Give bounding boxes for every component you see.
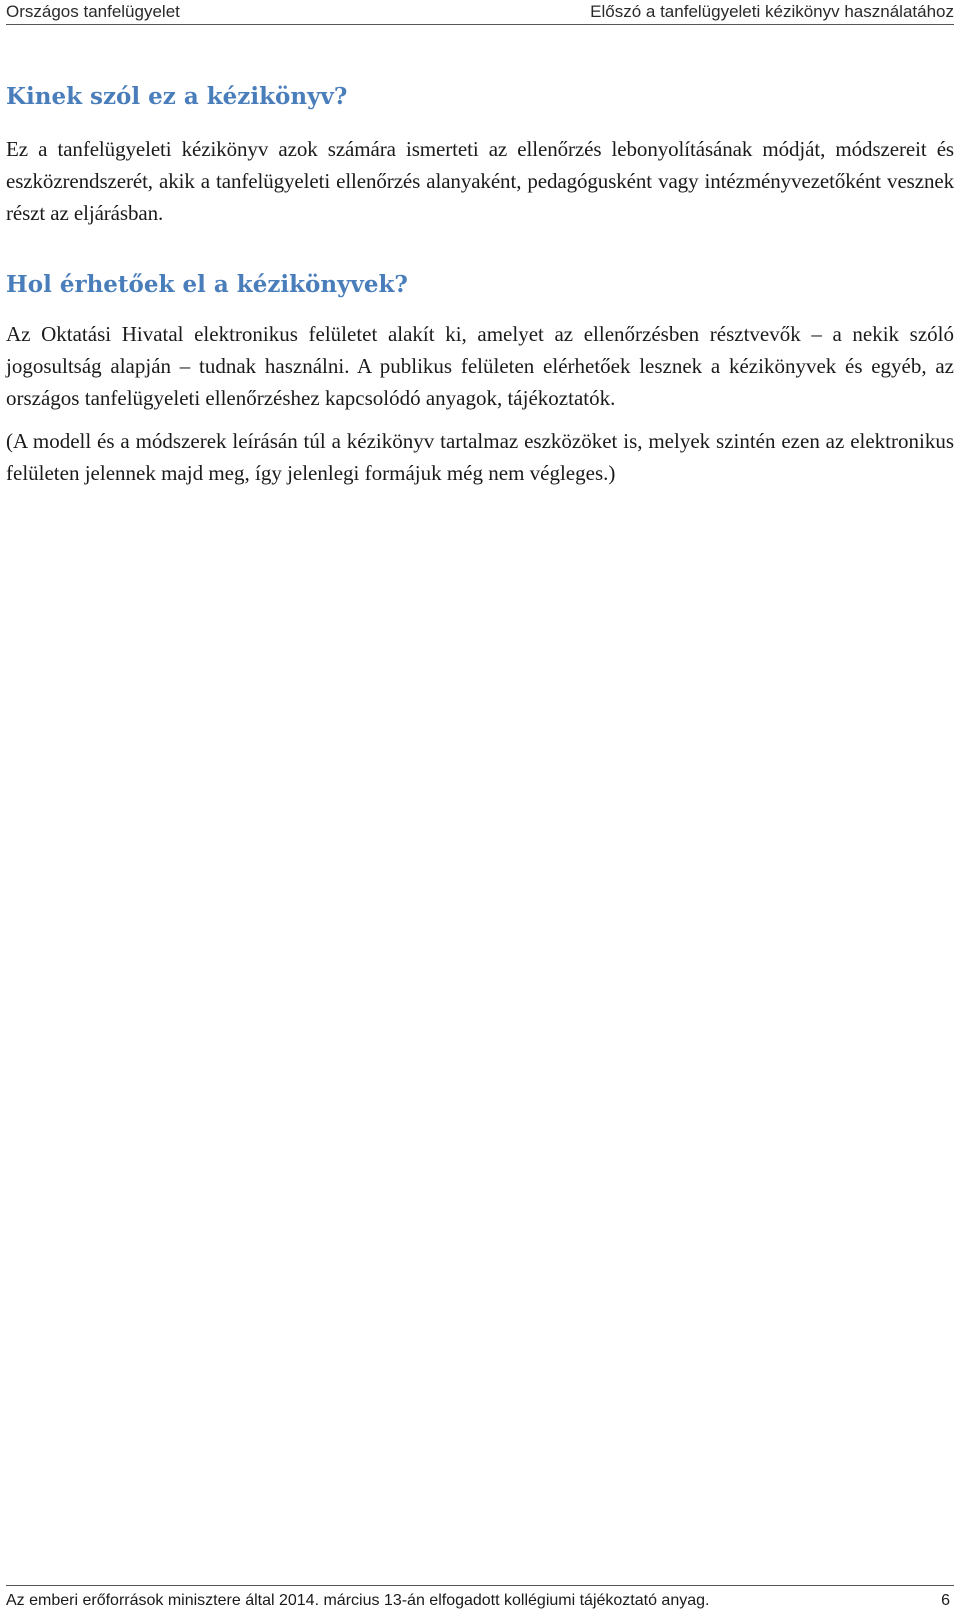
header-chapter: Előszó a tanfelügyeleti kézikönyv használatához xyxy=(590,2,954,21)
paragraph-note: (A modell és a módszerek leírásán túl a kézikönyv tartalmaz eszközöket is, melyek szintén ezen az elektronikus felületen jelennek majd meg, így jelenlegi formájuk még nem végleges.) xyxy=(6,429,954,485)
page-content xyxy=(6,78,954,489)
header-title: Országos tanfelügyelet xyxy=(6,2,180,21)
paragraph-audience: Ez a tanfelügyeleti kézikönyv azok számára ismerteti az ellenőrzés lebonyolításának módját, módszereit és eszközrendszerét, akik a tanfelügyeleti ellenőrzés alanyaként, pedagógusként vagy intézményvezetőként vesznek részt az eljárásban. xyxy=(6,137,954,225)
page-header xyxy=(6,0,954,25)
page-number: 6 xyxy=(941,1592,950,1609)
section-heading-audience: Kinek szól ez a kézikönyv? xyxy=(6,83,348,110)
section-heading-availability: Hol érhetőek el a kézikönyvek? xyxy=(6,271,408,298)
page-footer xyxy=(6,1585,954,1612)
paragraph-availability: Az Oktatási Hivatal elektronikus felületet alakít ki, amelyet az ellenőrzésben résztvevők – a nekik szóló jogosultság alapján – tudnak használni. A publikus felületen elérhetőek lesznek a kézikönyvek és egyéb, az országos tanfelügyeleti ellenőrzéshez kapcsolódó anyagok, tájékoztatók. xyxy=(6,322,954,410)
footer-text: Az emberi erőforrások minisztere által 2014. március 13-án elfogadott kollégiumi tájékoztató anyag. xyxy=(6,1592,710,1609)
